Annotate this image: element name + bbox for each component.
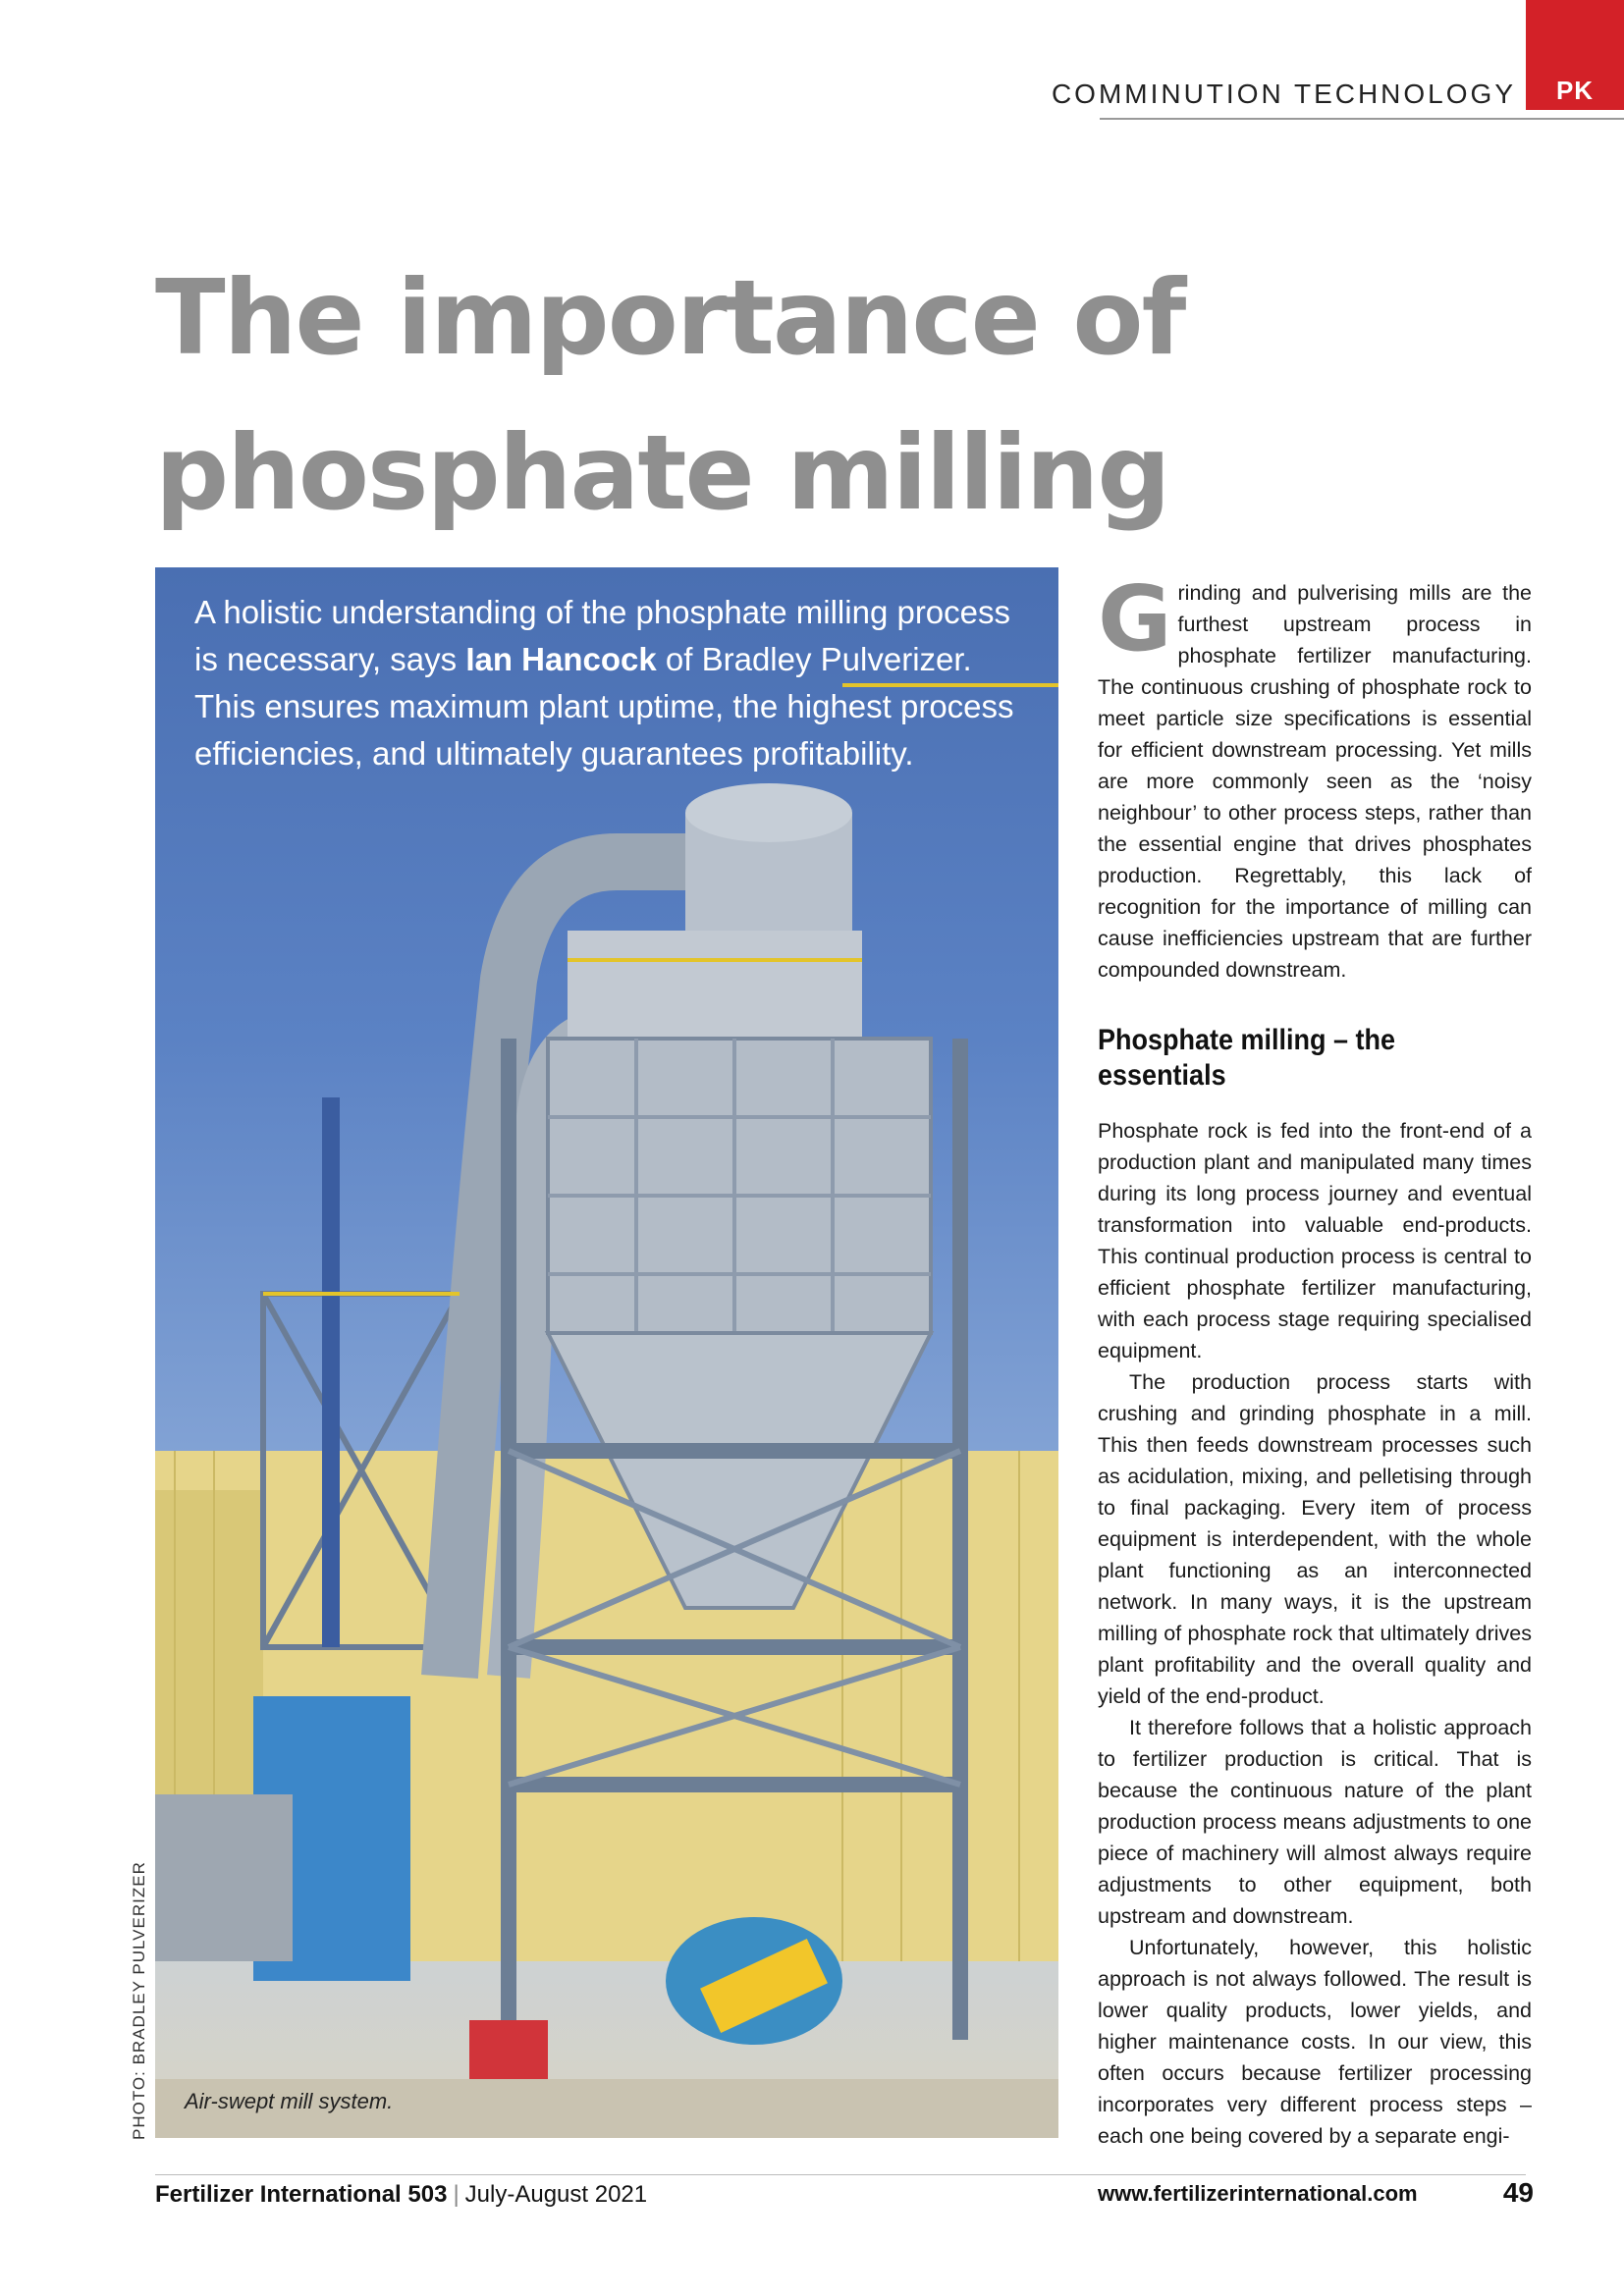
- article-body: [1098, 566, 1532, 2152]
- article-title: [155, 240, 1333, 551]
- title-line-2: phosphate milling: [155, 413, 1169, 533]
- paragraph-2: Phosphate rock is fed into the front-end of a production plant and manipulated many times during its long process journey and eventual transformation into valuable end-products. This continual production process is central to efficient phosphate fertilizer manufacturing, with each process stage requiring specialised equipment.: [1098, 1119, 1532, 1362]
- paragraph-1-text: rinding and pulverising mills are the furthest upstream process in phosphate fertilizer manufacturing. The continuous crushing of phosphate rock to meet particle size specifications is essential for efficient downstream processing. Yet mills are more commonly seen as the ‘noisy neighbour’ to other process steps, rather than the essential engine that drives phosphates production. Regrettably, this lack of recognition for the importance of milling can cause inefficiencies upstream that are further compounded downstream.: [1098, 581, 1532, 982]
- footer-separator: |: [453, 2181, 460, 2208]
- drop-cap: G: [1098, 566, 1172, 671]
- header-rule: [1100, 118, 1624, 120]
- author-name: Ian Hancock: [465, 641, 657, 677]
- footer-publication: [155, 2181, 647, 2209]
- paragraph-5: Unfortunately, however, this holistic approach is not always followed. The result is lower quality products, lower yields, and higher maintenance costs. In our view, this often occurs because fertilizer processing incorporates very different process steps – each one being covered by a separate engi-: [1098, 1936, 1532, 2148]
- standfirst-text-2: of Bradley Pulverizer. This ensures maximum plant uptime, the highest process efficiencies, and ultimately guarantees profitability.: [194, 641, 1014, 772]
- article-standfirst: [194, 589, 1029, 777]
- section-tab: [1526, 0, 1624, 110]
- photo-credit: PHOTO: BRADLEY PULVERIZER: [130, 1861, 148, 2140]
- issue-number: 503: [407, 2181, 448, 2208]
- section-tab-label: PK: [1555, 76, 1595, 105]
- standfirst-text-1: A holistic understanding of the phosphate milling process is necessary, says: [194, 594, 1011, 677]
- magazine-name: Fertilizer International: [155, 2181, 402, 2208]
- subheading: Phosphate milling – the essentials: [1098, 1024, 1396, 1092]
- website-link[interactable]: www.fertilizerinternational.com: [1098, 2181, 1418, 2206]
- paragraph-3: The production process starts with crushing and grinding phosphate in a mill. This then feeds downstream processes such as acidulation, mixing, and pelletising through to final packaging. Every item of process equipment is interdependent, with the whole plant functioning as an interconnected network. In many ways, it is the upstream milling of phosphate rock that ultimately drives plant profitability and the overall quality and yield of the end-product.: [1098, 1370, 1532, 1708]
- page-number: 49: [1502, 2177, 1534, 2208]
- mill-plant-illustration: [155, 567, 1058, 2138]
- paragraph-4: It therefore follows that a holistic approach to fertilizer production is critical. That is because the continuous nature of the plant production process means adjustments to one piece of machinery will almost always require adjustments to other equipment, both upstream and downstream.: [1098, 1716, 1532, 1928]
- footer-rule: [155, 2174, 1526, 2175]
- photo-caption: Air-swept mill system.: [185, 2089, 394, 2113]
- issue-date: July-August 2021: [464, 2181, 648, 2208]
- section-heading: COMMINUTION TECHNOLOGY: [1051, 79, 1516, 109]
- paragraph-1: [1098, 566, 1532, 986]
- title-line-1: The importance of: [155, 258, 1185, 378]
- feature-photo: [155, 567, 1058, 2138]
